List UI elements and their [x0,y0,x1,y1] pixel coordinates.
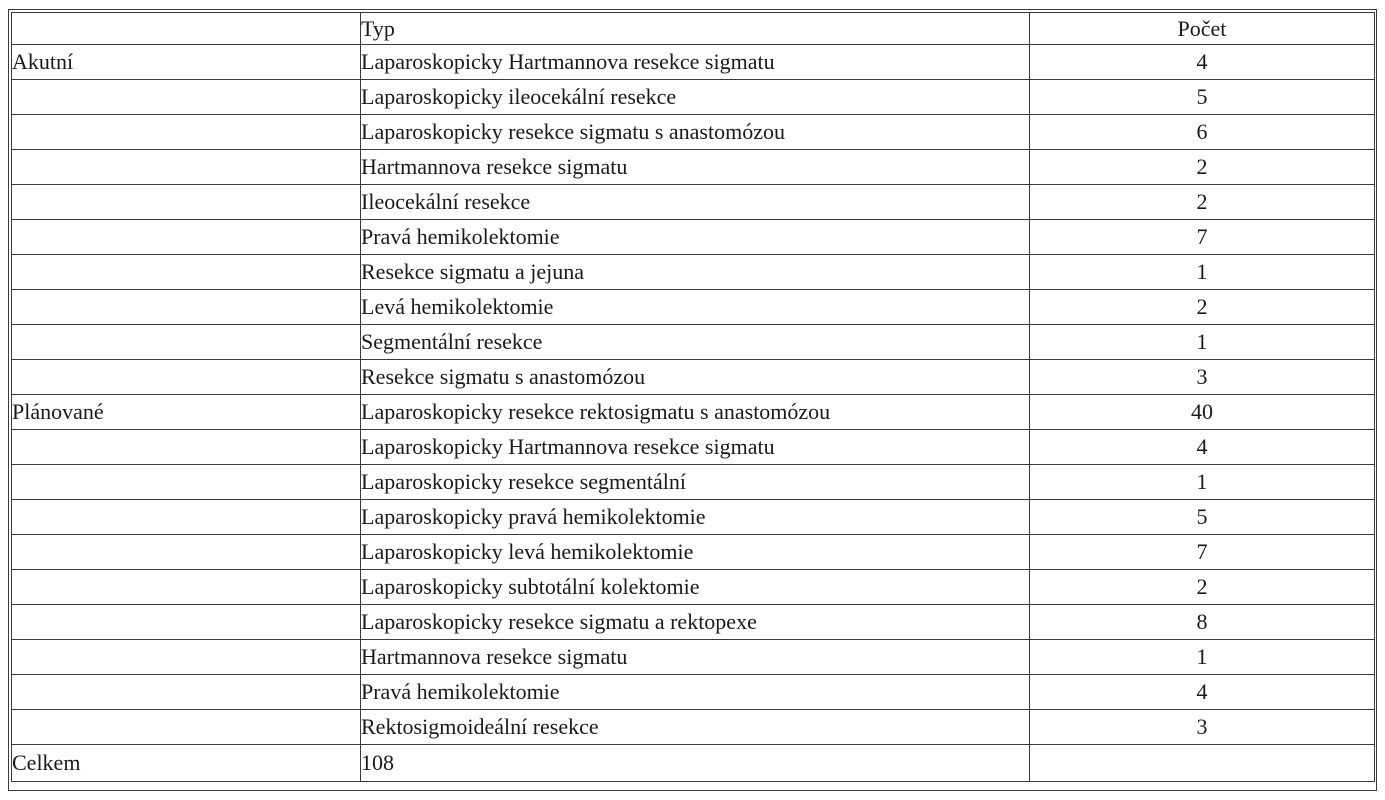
type-cell: Ileocekální resekce [361,185,1030,220]
group-cell [12,535,361,570]
group-cell [12,185,361,220]
count-cell: 5 [1030,80,1375,115]
group-cell [12,465,361,500]
table-row [12,535,1375,570]
type-cell: Pravá hemikolektomie [361,675,1030,710]
group-cell [12,605,361,640]
count-cell: 2 [1030,150,1375,185]
type-cell: Laparoskopicky subtotální kolektomie [361,570,1030,605]
total-count-cell [1030,745,1375,782]
resection-table [11,12,1375,782]
table-row [12,325,1375,360]
group-cell: Plánované [12,395,361,430]
type-cell: Laparoskopicky ileocekální resekce [361,80,1030,115]
type-cell: Rektosigmoideální resekce [361,710,1030,745]
table-row [12,605,1375,640]
count-cell: 4 [1030,675,1375,710]
table-row [12,185,1375,220]
table-row [12,290,1375,325]
count-cell: 1 [1030,325,1375,360]
count-cell: 3 [1030,710,1375,745]
table-body [12,13,1375,782]
type-cell: Laparoskopicky resekce sigmatu s anastomózou [361,115,1030,150]
type-cell: Laparoskopicky Hartmannova resekce sigmatu [361,45,1030,80]
group-cell [12,675,361,710]
type-cell: Resekce sigmatu s anastomózou [361,360,1030,395]
type-cell: Laparoskopicky resekce segmentální [361,465,1030,500]
count-cell: 7 [1030,220,1375,255]
total-value-cell: 108 [361,745,1030,782]
count-cell: 3 [1030,360,1375,395]
table-row [12,500,1375,535]
header-group-cell [12,13,361,45]
type-cell: Laparoskopicky resekce rektosigmatu s anastomózou [361,395,1030,430]
group-cell [12,220,361,255]
table-row [12,430,1375,465]
table-row [12,150,1375,185]
group-cell: Akutní [12,45,361,80]
group-cell [12,710,361,745]
total-label-cell: Celkem [12,745,361,782]
table-row [12,570,1375,605]
group-cell [12,360,361,395]
header-type-cell: Typ [361,13,1030,45]
table-row [12,465,1375,500]
table-row [12,675,1375,710]
type-cell: Laparoskopicky resekce sigmatu a rektopexe [361,605,1030,640]
count-cell: 40 [1030,395,1375,430]
count-cell: 6 [1030,115,1375,150]
table-header-row [12,13,1375,45]
table-row [12,360,1375,395]
group-cell [12,570,361,605]
table-row [12,45,1375,80]
count-cell: 4 [1030,430,1375,465]
group-cell [12,325,361,360]
header-count-cell: Počet [1030,13,1375,45]
group-cell [12,255,361,290]
table-row [12,710,1375,745]
count-cell: 2 [1030,290,1375,325]
count-cell: 1 [1030,465,1375,500]
table-row [12,115,1375,150]
type-cell: Laparoskopicky levá hemikolektomie [361,535,1030,570]
count-cell: 1 [1030,255,1375,290]
type-cell: Laparoskopicky Hartmannova resekce sigmatu [361,430,1030,465]
count-cell: 2 [1030,185,1375,220]
count-cell: 7 [1030,535,1375,570]
type-cell: Levá hemikolektomie [361,290,1030,325]
type-cell: Resekce sigmatu a jejuna [361,255,1030,290]
type-cell: Pravá hemikolektomie [361,220,1030,255]
group-cell [12,640,361,675]
group-cell [12,290,361,325]
type-cell: Segmentální resekce [361,325,1030,360]
count-cell: 4 [1030,45,1375,80]
group-cell [12,80,361,115]
count-cell: 1 [1030,640,1375,675]
table-total-row [12,745,1375,782]
table-row [12,255,1375,290]
count-cell: 8 [1030,605,1375,640]
count-cell: 2 [1030,570,1375,605]
type-cell: Hartmannova resekce sigmatu [361,150,1030,185]
type-cell: Hartmannova resekce sigmatu [361,640,1030,675]
table-row [12,80,1375,115]
group-cell [12,500,361,535]
table-row [12,640,1375,675]
table-row [12,395,1375,430]
count-cell: 5 [1030,500,1375,535]
group-cell [12,150,361,185]
group-cell [12,115,361,150]
type-cell: Laparoskopicky pravá hemikolektomie [361,500,1030,535]
table-row [12,220,1375,255]
group-cell [12,430,361,465]
